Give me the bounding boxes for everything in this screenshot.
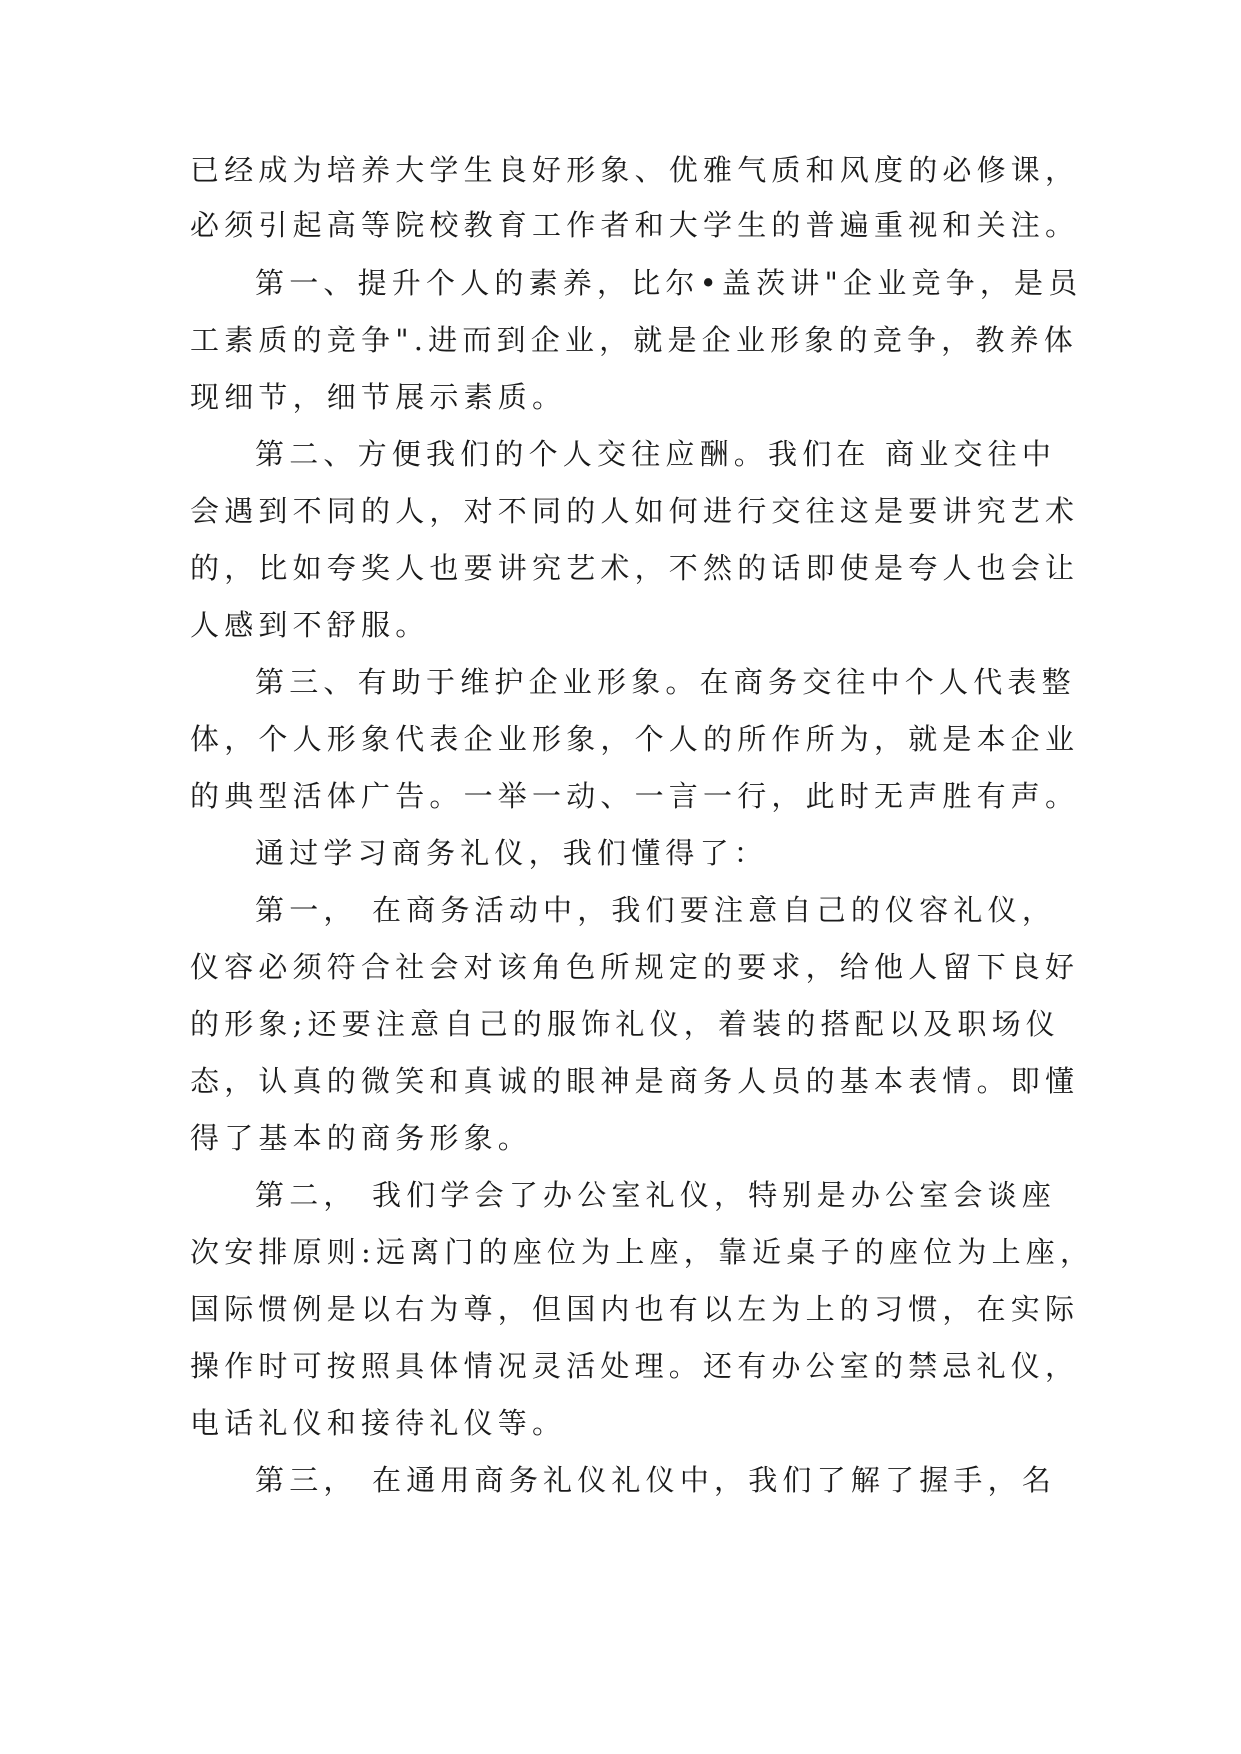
paragraph-first-line: 通过学习商务礼仪，我们懂得了： bbox=[255, 836, 769, 870]
text-line: 工素质的竞争".进而到企业，就是企业形象的竞争，教养体 bbox=[190, 323, 1078, 357]
text-line: 必须引起高等院校教育工作者和大学生的普遍重视和关注。 bbox=[190, 208, 1080, 242]
text-line: 操作时可按照具体情况灵活处理。还有办公室的禁忌礼仪， bbox=[190, 1349, 1080, 1383]
text-line: 态，认真的微笑和真诚的眼神是商务人员的基本表情。即懂 bbox=[190, 1064, 1080, 1098]
text-line: 的，比如夸奖人也要讲究艺术，不然的话即使是夸人也会让 bbox=[190, 551, 1080, 585]
text-line: 电话礼仪和接待礼仪等。 bbox=[190, 1406, 567, 1440]
paragraph-first-line: 第三、有助于维护企业形象。在商务交往中个人代表整 bbox=[255, 665, 1076, 699]
paragraph-first-line: 第一、提升个人的素养，比尔•盖茨讲"企业竞争，是员 bbox=[255, 266, 1083, 300]
text-line: 体，个人形象代表企业形象，个人的所作所为，就是本企业 bbox=[190, 722, 1080, 756]
text-line: 仪容必须符合社会对该角色所规定的要求，给他人留下良好 bbox=[190, 950, 1080, 984]
text-line: 次安排原则:远离门的座位为上座，靠近桌子的座位为上座， bbox=[190, 1235, 1095, 1269]
text-line: 的形象;还要注意自己的服饰礼仪，着装的搭配以及职场仪 bbox=[190, 1007, 1060, 1041]
text-line: 已经成为培养大学生良好形象、优雅气质和风度的必修课， bbox=[190, 153, 1080, 187]
text-line: 会遇到不同的人，对不同的人如何进行交往这是要讲究艺术 bbox=[190, 494, 1080, 528]
text-line: 现细节，细节展示素质。 bbox=[190, 380, 567, 414]
text-line: 人感到不舒服。 bbox=[190, 608, 430, 642]
paragraph-first-line: 第二、方便我们的个人交往应酬。我们在 商业交往中 bbox=[255, 437, 1057, 471]
paragraph-first-line: 第三， 在通用商务礼仪礼仪中，我们了解了握手，名 bbox=[255, 1463, 1057, 1497]
paragraph-first-line: 第二， 我们学会了办公室礼仪，特别是办公室会谈座 bbox=[255, 1178, 1057, 1212]
paragraph-first-line: 第一， 在商务活动中，我们要注意自己的仪容礼仪， bbox=[255, 893, 1057, 927]
text-line: 得了基本的商务形象。 bbox=[190, 1121, 533, 1155]
text-line: 的典型活体广告。一举一动、一言一行，此时无声胜有声。 bbox=[190, 779, 1080, 813]
text-line: 国际惯例是以右为尊，但国内也有以左为上的习惯，在实际 bbox=[190, 1292, 1080, 1326]
